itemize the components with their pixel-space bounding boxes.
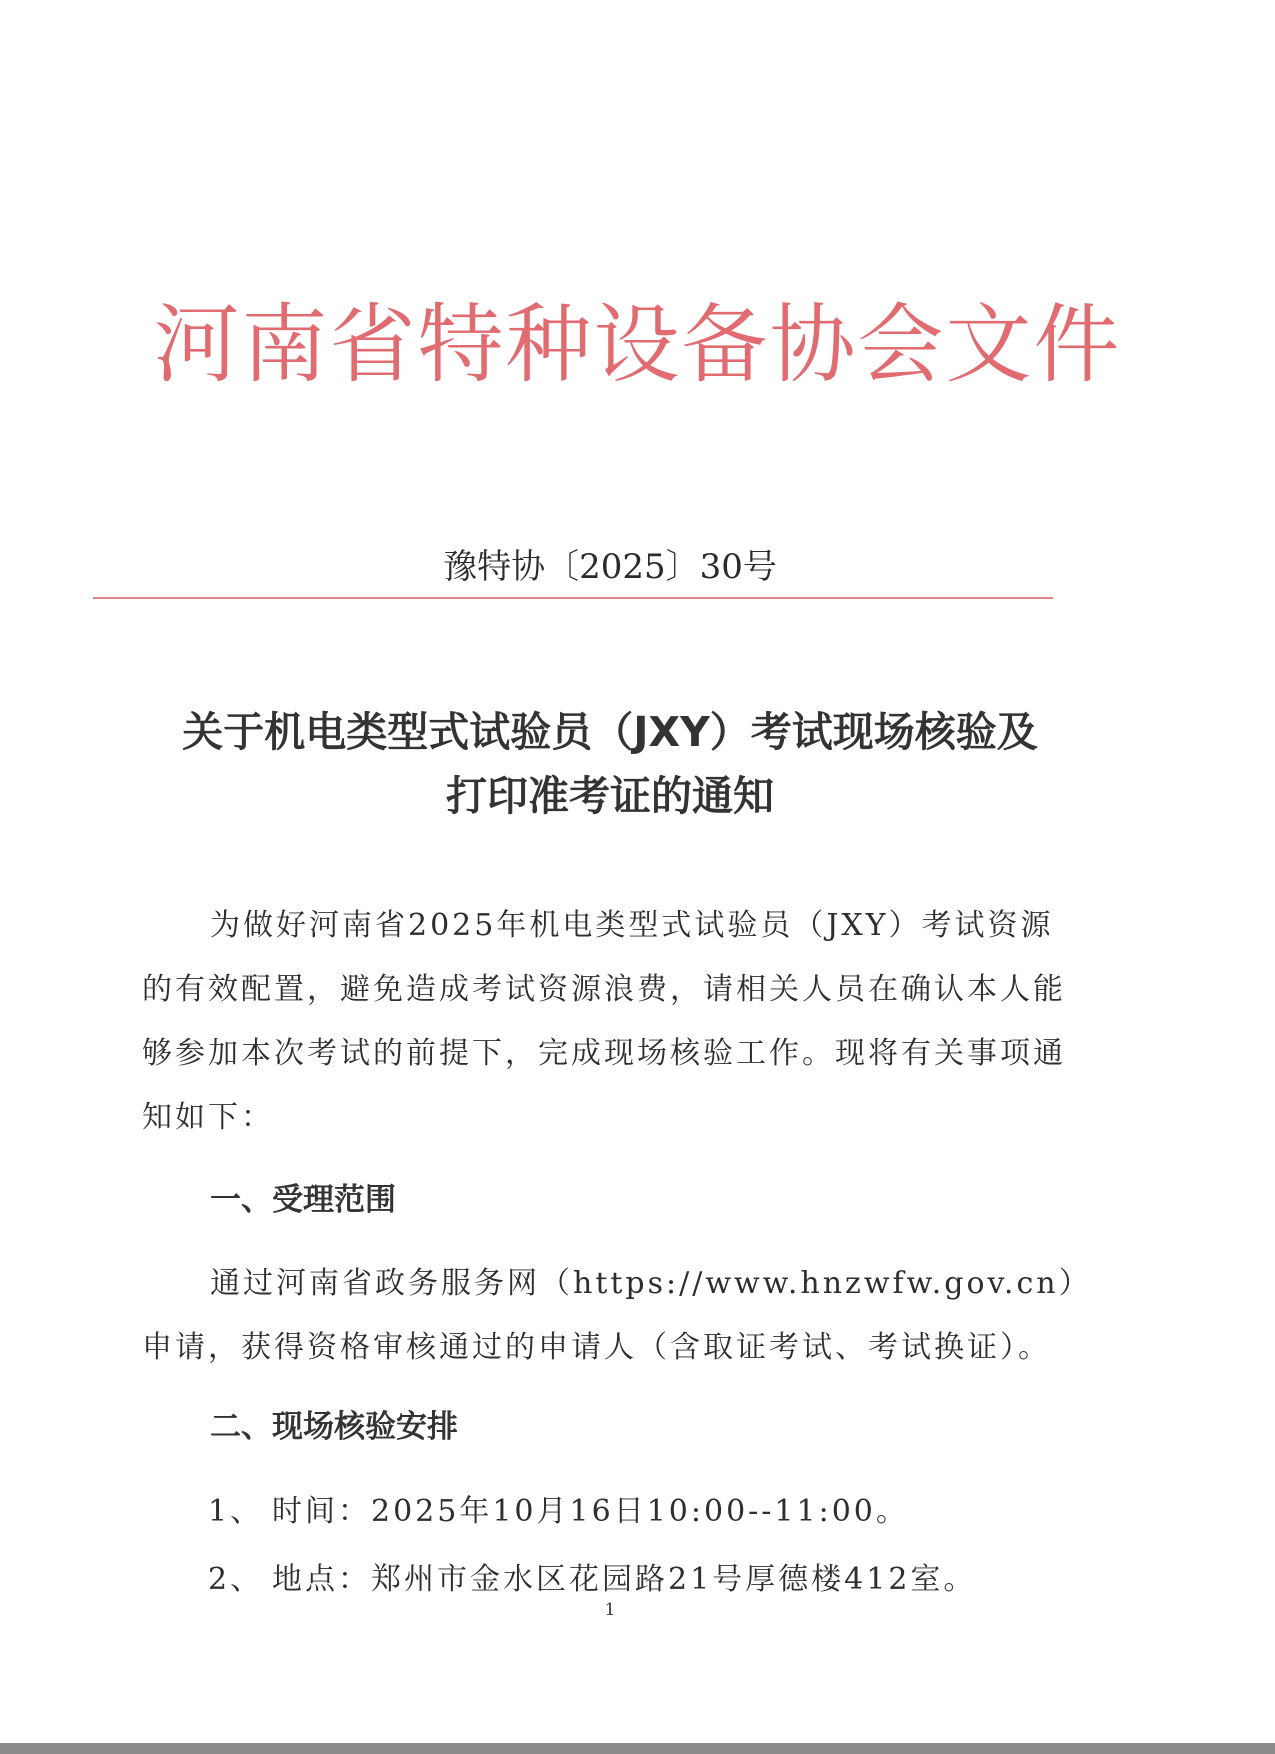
list-item-text: 时间：2025年10月16日10:00--11:00。	[272, 1494, 909, 1529]
list-item-text: 地点：郑州市金水区花园路21号厚德楼412室。	[272, 1562, 977, 1597]
page-number: 1	[604, 1600, 616, 1620]
scan-bottom-edge	[0, 1743, 1275, 1754]
intro-paragraph: 为做好河南省2025年机电类型式试验员（JXY）考试资源的有效配置，避免造成考试资源浪费，请相关人员在确认本人能够参加本次考试的前提下，完成现场核验工作。现将有关事项通知如下：	[142, 908, 1066, 1135]
list-item-number: 2、	[208, 1562, 264, 1597]
list-item-time	[208, 1490, 1088, 1534]
section-1-heading: 一、受理范围	[210, 1182, 396, 1218]
header-divider	[93, 597, 1053, 599]
list-item-location	[208, 1558, 1088, 1602]
section-2-heading: 二、现场核验安排	[210, 1409, 458, 1445]
notice-title-line-2: 打印准考证的通知	[446, 772, 774, 820]
notice-title-line-1: 关于机电类型式试验员（JXY）考试现场核验及	[182, 708, 1038, 756]
issuing-organization-title: 河南省特种设备协会文件	[153, 295, 1122, 395]
document-number: 豫特协〔2025〕30号	[443, 547, 777, 587]
section-1-paragraph: 通过河南省政务服务网（https://www.hnzwfw.gov.cn）申请，获得资格审核通过的申请人（含取证考试、考试换证）。	[142, 1266, 1077, 1365]
notice-title	[140, 700, 1080, 828]
list-item-number: 1、	[208, 1494, 264, 1529]
